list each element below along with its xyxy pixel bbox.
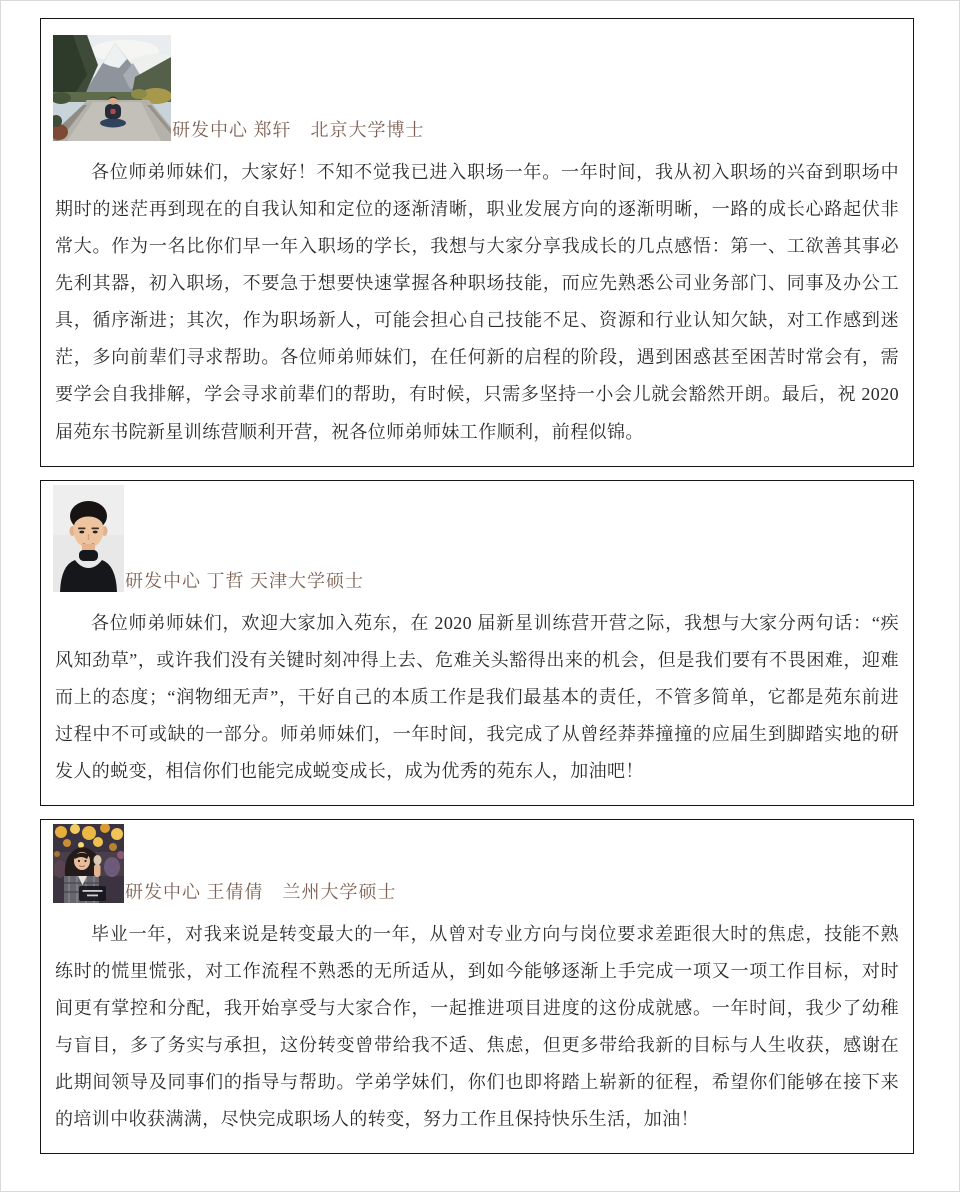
profile-card-zhengxuan: [40, 18, 914, 467]
profile-caption: 研发中心 丁哲 天津大学硕士: [125, 570, 364, 591]
document-page: [1, 1, 959, 1154]
profile-card-dingzhe: [40, 480, 914, 806]
profile-caption: 研发中心 郑轩 北京大学博士: [172, 120, 425, 141]
profile-caption: 研发中心 王倩倩 兰州大学硕士: [125, 882, 397, 903]
mountain-road-photo: [53, 35, 171, 141]
profile-message: 各位师弟师妹们，大家好！不知不觉我已进入职场一年。一年时间，我从初入职场的兴奋到职场中期时的迷茫再到现在的自我认知和定位的逐渐清晰，职业发展方向的逐渐明晰，一路的成长心路起伏非常大。作为一名比你们早一年入职场的学长，我想与大家分享我成长的几点感悟：第一、工欲善其事必先利其器，初入职场，不要急于想要快速掌握各种职场技能，而应先熟悉公司业务部门、同事及办公工具，循序渐进；其次，作为职场新人，可能会担心自己技能不足、资源和行业认知欠缺，对工作感到迷茫，多向前辈们寻求帮助。各位师弟师妹们，在任何新的启程的阶段，遇到困惑甚至困苦时常会有，需要学会自我排解，学会寻求前辈们的帮助，有时候，只需多坚持一小会儿就会豁然开朗。最后，祝 2020 届苑东书院新星训练营顺利开营，祝各位师弟师妹工作顺利，前程似锦。: [55, 162, 899, 442]
lantern-street-photo: [53, 824, 124, 903]
profile-message: 各位师弟师妹们，欢迎大家加入苑东，在 2020 届新星训练营开营之际，我想与大家分两句话：“疾风知劲草”，或许我们没有关键时刻冲得上去、危难关头豁得出来的机会，但是我们要有不畏困难，迎难而上的态度；“润物细无声”，干好自己的本质工作是我们最基本的责任，不管多简单，它都是苑东前进过程中不可或缺的一部分。师弟师妹们，一年时间，我完成了从曾经莽莽撞撞的应届生到脚踏实地的研发人的蜕变，相信你们也能完成蜕变成长，成为优秀的苑东人，加油吧！: [55, 612, 899, 781]
profile-card-wangqianqian: [40, 819, 914, 1154]
profile-header: [41, 19, 913, 141]
profile-header: [41, 820, 913, 903]
portrait-photo: [53, 485, 124, 592]
profile-header: [41, 481, 913, 592]
profile-message: 毕业一年，对我来说是转变最大的一年，从曾对专业方向与岗位要求差距很大时的焦虑，技能不熟练时的慌里慌张，对工作流程不熟悉的无所适从，到如今能够逐渐上手完成一项又一项工作目标，对时间更有掌控和分配，我开始享受与大家合作，一起推进项目进度的这份成就感。一年时间，我少了幼稚与盲目，多了务实与承担，这份转变曾带给我不适、焦虑，但更多带给我新的目标与人生收获，感谢在此期间领导及同事们的指导与帮助。学弟学妹们，你们也即将踏上崭新的征程，希望你们能够在接下来的培训中收获满满，尽快完成职场人的转变，努力工作且保持快乐生活，加油！: [55, 924, 899, 1130]
